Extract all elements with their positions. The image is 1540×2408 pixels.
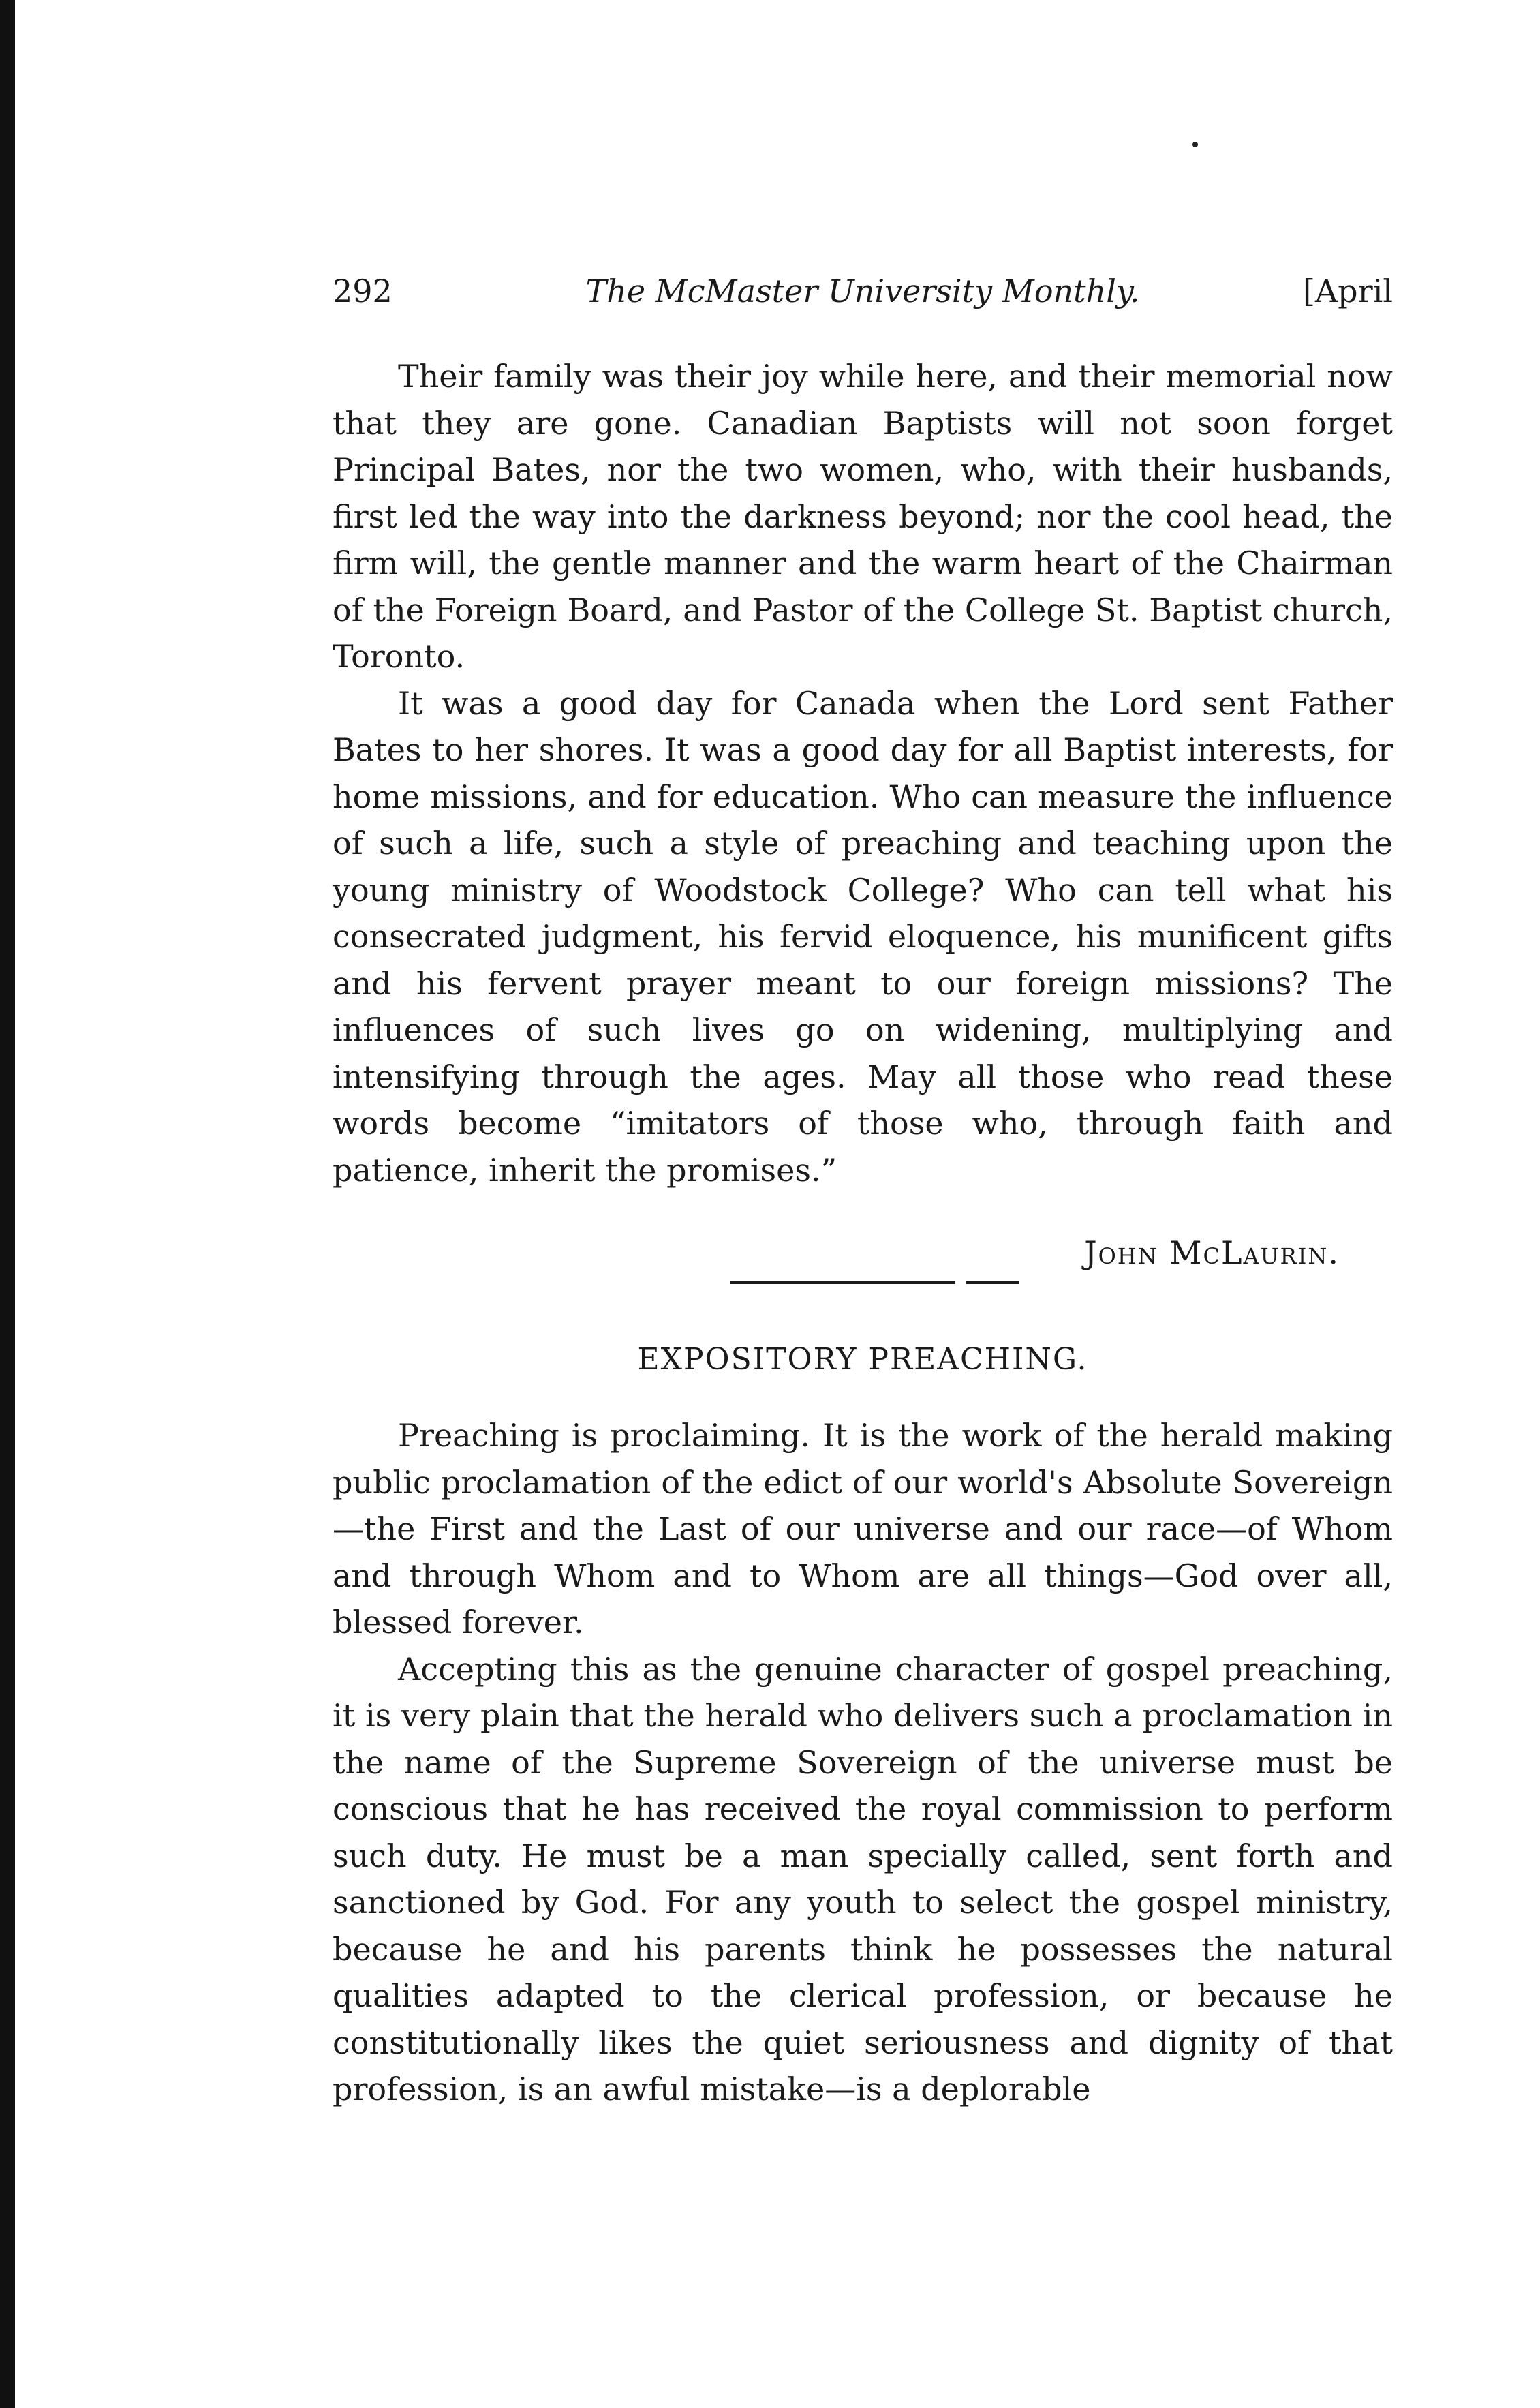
section-heading: EXPOSITORY PREACHING. [637, 1342, 1088, 1377]
article-ending [333, 353, 1393, 1193]
paragraph: Preaching is proclaiming. It is the work of the herald making public proclamation of the edict of our world's Absolute Sovereign—the First and the Last of our universe and our race—of Whom and through Whom and to Whom are all things—God over all, blessed forever. [333, 1417, 1393, 1641]
paragraph: Their family was their joy while here, and their memorial now that they are gone. Canadian Baptists will not soon forget Principal Bates, nor the two women, who, with their husbands, first led the way into the darkness beyond; nor the cool head, the firm will, the gentle manner and the warm heart of the Chairman of the Foreign Board, and Pastor of the College St. Baptist church, Toronto. [333, 358, 1393, 675]
scan-edge-shadow [0, 0, 15, 2408]
journal-title: The McMaster University Monthly. [585, 273, 1140, 309]
paragraph: It was a good day for Canada when the Lord sent Father Bates to her shores. It was a good day for all Baptist interests, for home missions, and for education. Who can measure the influence of such a life, such a style of preaching and teaching upon the young ministry of Woodstock College? Who can tell what his consecrated judgment, his fervid eloquence, his munificent gifts and his fervent prayer meant to our foreign missions? The influences of such lives go on widening, multiplying and intensifying through the ages. May all those who read these words become “imitators of those who, through faith and patience, inherit the promises.” [333, 684, 1393, 1189]
paragraph: Accepting this as the genuine character of gospel preaching, it is very plain that the herald who delivers such a proclamation in the name of the Supreme Sovereign of the universe must be conscious that he has received the royal commission to perform such duty. He must be a man specially called, sent forth and sanctioned by God. For any youth to select the gospel ministry, because he and his parents think he possesses the natural qualities adapted to the clerical profession, or because he constitutionally likes the quiet seriousness and dignity of that profession, is an awful mistake—is a deplorable [333, 1650, 1393, 2107]
divider-rule-short [966, 1281, 1019, 1284]
running-head [333, 267, 1393, 315]
ink-speck [1192, 142, 1198, 147]
section-divider [730, 1281, 1019, 1284]
section-body [333, 1412, 1393, 2113]
divider-rule-long [730, 1281, 955, 1284]
author-signature: John McLaurin. [1084, 1234, 1340, 1271]
page-number: 292 [333, 273, 392, 309]
issue-month: [April [1302, 273, 1393, 309]
